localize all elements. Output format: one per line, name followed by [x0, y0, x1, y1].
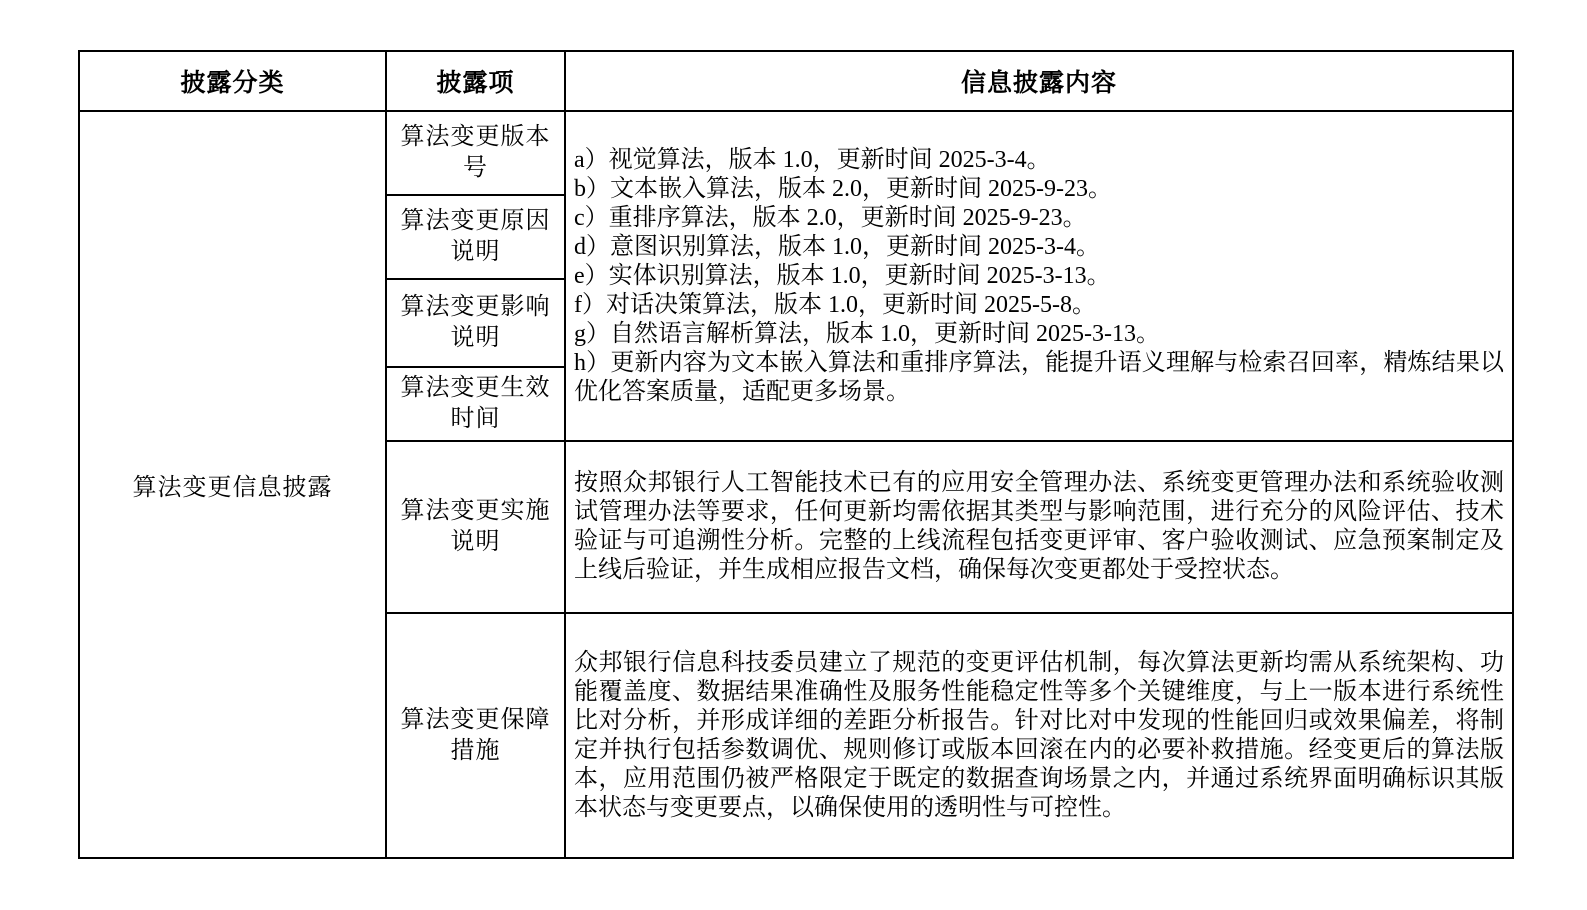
version-line-g: g）自然语言解析算法，版本 1.0，更新时间 2025-3-13。 [574, 320, 1160, 347]
version-line-e: e）实体识别算法，版本 1.0，更新时间 2025-3-13。 [574, 262, 1111, 289]
disclosure-table-container [78, 50, 1514, 859]
implementation-paragraph: 按照众邦银行人工智能技术已有的应用安全管理办法、系统变更管理办法和系统验收测试管理办法等要求，任何更新均需依据其类型与影响范围，进行充分的风险评估、技术验证与可追溯性分析。完整的上线流程包括变更评审、客户验收测试、应急预案制定及上线后验证，并生成相应报告文档，确保每次变更都处于受控状态。 [574, 470, 1504, 583]
version-line-b: b）文本嵌入算法，版本 2.0，更新时间 2025-9-23。 [574, 175, 1112, 202]
disclosure-table [78, 50, 1514, 859]
table-row [79, 111, 1513, 195]
item-effective-time: 算法变更生效时间 [386, 367, 565, 441]
header-category: 披露分类 [79, 51, 386, 111]
content-version-lines [565, 111, 1513, 441]
category-cell: 算法变更信息披露 [79, 111, 386, 858]
item-safeguards: 算法变更保障措施 [386, 613, 565, 858]
version-line-h: h）更新内容为文本嵌入算法和重排序算法，能提升语义理解与检索召回率，精炼结果以优化答案质量，适配更多场景。 [574, 349, 1504, 405]
version-line-d: d）意图识别算法，版本 1.0，更新时间 2025-3-4。 [574, 233, 1100, 260]
item-implementation: 算法变更实施说明 [386, 441, 565, 613]
content-implementation [565, 441, 1513, 613]
version-line-a: a）视觉算法，版本 1.0，更新时间 2025-3-4。 [574, 146, 1051, 173]
version-line-c: c）重排序算法，版本 2.0，更新时间 2025-9-23。 [574, 204, 1087, 231]
header-content: 信息披露内容 [565, 51, 1513, 111]
safeguards-paragraph: 众邦银行信息科技委员建立了规范的变更评估机制，每次算法更新均需从系统架构、功能覆盖度、数据结果准确性及服务性能稳定性等多个关键维度，与上一版本进行系统性比对分析，并形成详细的差距分析报告。针对比对中发现的性能回归或效果偏差，将制定并执行包括参数调优、规则修订或版本回滚在内的必要补救措施。经变更后的算法版本，应用范围仍被严格限定于既定的数据查询场景之内，并通过系统界面明确标识其版本状态与变更要点，以确保使用的透明性与可控性。 [574, 649, 1504, 821]
item-reason: 算法变更原因说明 [386, 195, 565, 279]
content-safeguards [565, 613, 1513, 858]
item-version-number: 算法变更版本号 [386, 111, 565, 195]
version-line-f: f）对话决策算法，版本 1.0，更新时间 2025-5-8。 [574, 291, 1096, 318]
header-item: 披露项 [386, 51, 565, 111]
item-impact: 算法变更影响说明 [386, 279, 565, 367]
header-row [79, 51, 1513, 111]
